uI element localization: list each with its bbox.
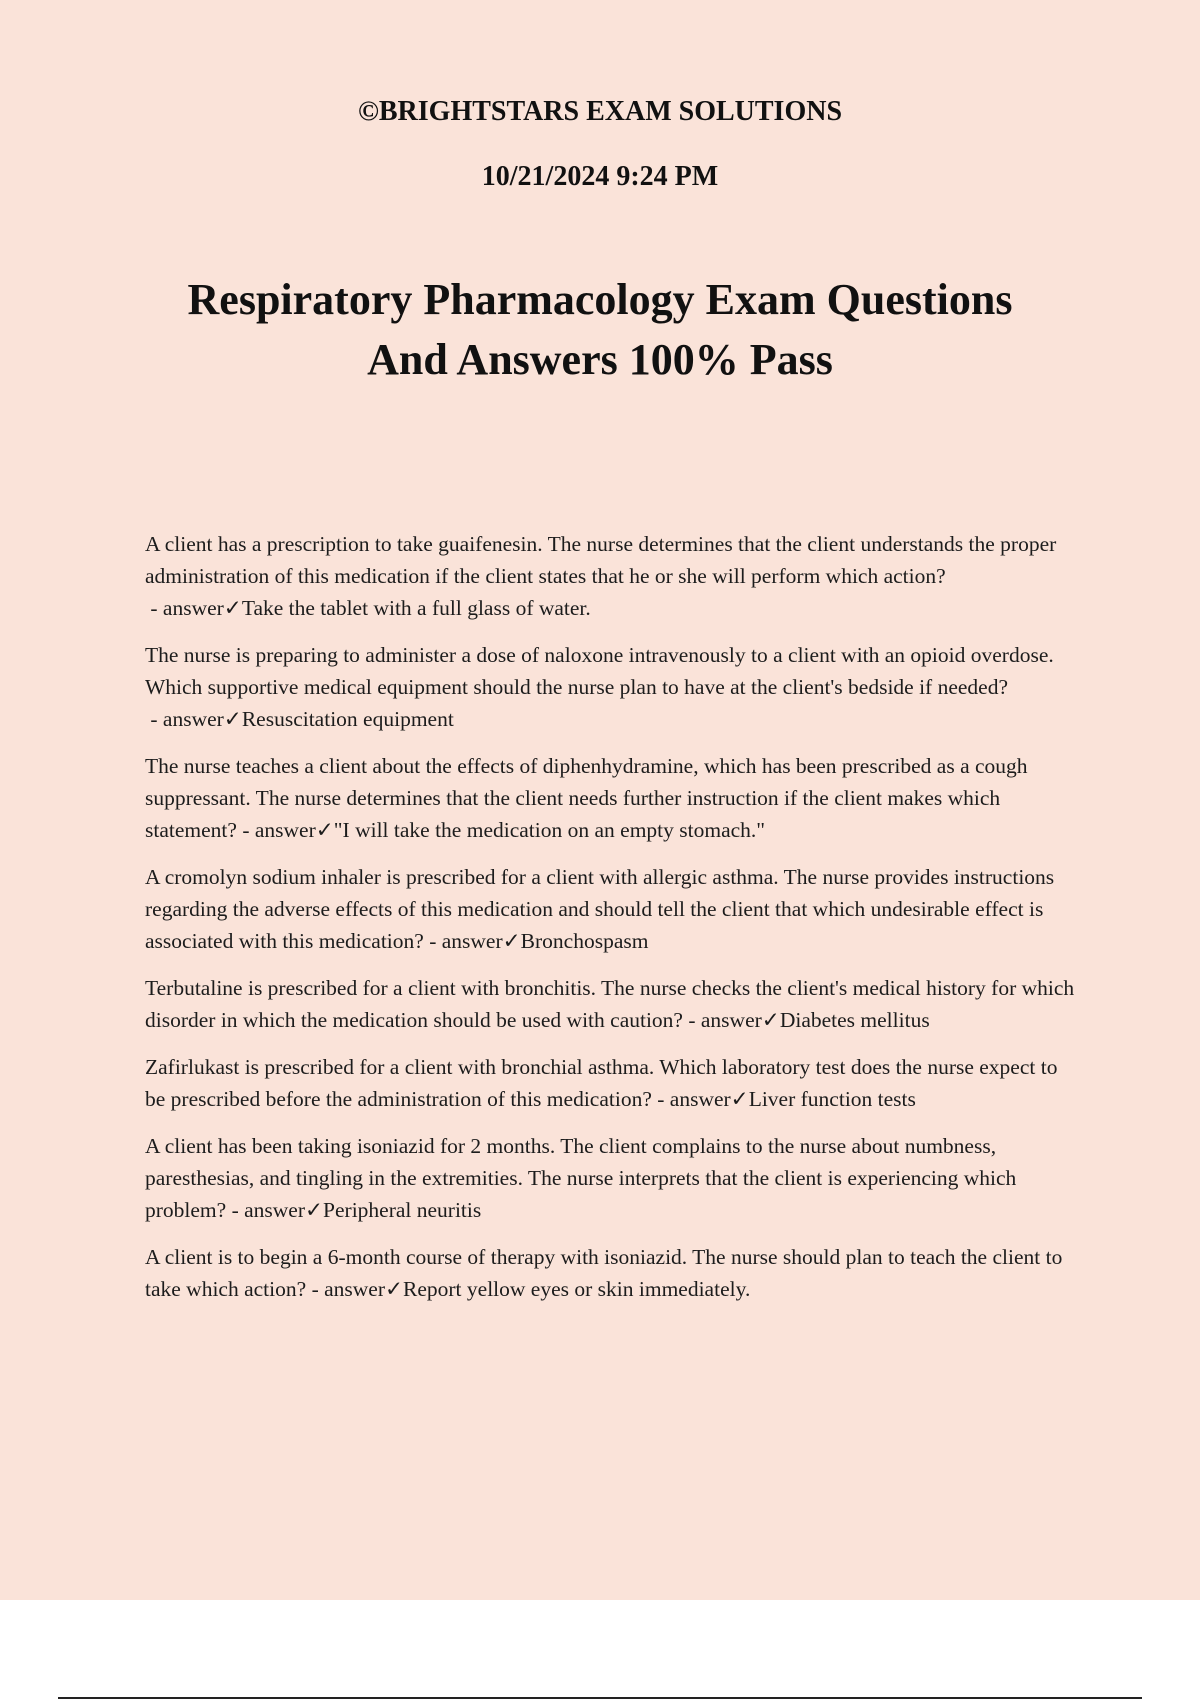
- brand-header: ©BRIGHTSTARS EXAM SOLUTIONS: [357, 96, 843, 127]
- qa-item: [145, 639, 1080, 735]
- answer-marker: - answer✓: [651, 1087, 749, 1111]
- answer-marker: - answer✓: [682, 1008, 780, 1032]
- qa-item: [145, 1241, 1080, 1305]
- question-text: Terbutaline is prescribed for a client with bronchitis. The nurse checks the client's medical history for which disorder in which the medication should be used with caution?: [145, 976, 1075, 1032]
- question-text: A client has been taking isoniazid for 2 months. The client complains to the nurse about numbness, paresthesias, and tingling in the extremities. The nurse interprets that the client is experiencing which problem?: [145, 1134, 1017, 1222]
- answer-text: Bronchospasm: [520, 929, 649, 953]
- answer-marker: - answer✓: [236, 818, 334, 842]
- title-line-2: And Answers 100% Pass: [367, 335, 833, 384]
- qa-list: [145, 528, 1080, 1320]
- answer-marker: - answer✓: [145, 707, 242, 731]
- question-text: The nurse teaches a client about the effects of diphenhydramine, which has been prescribed as a cough suppressant. The nurse determines that the client needs further instruction if the client makes which statement?: [145, 754, 1028, 842]
- document-title: [100, 270, 1100, 390]
- question-text: The nurse is preparing to administer a dose of naloxone intravenously to a client with an opioid overdose. Which supportive medical equipment should the nurse plan to have at the client's bedside if needed?: [145, 643, 1054, 699]
- qa-item: [145, 1130, 1080, 1226]
- qa-item: [145, 972, 1080, 1036]
- timestamp: 10/21/2024 9:24 PM: [481, 161, 719, 192]
- answer-text: Take the tablet with a full glass of water.: [241, 596, 591, 620]
- question-text: A client is to begin a 6-month course of therapy with isoniazid. The nurse should plan to teach the client to take which action?: [145, 1245, 1063, 1301]
- answer-text: Liver function tests: [748, 1087, 916, 1111]
- answer-text: Resuscitation equipment: [241, 707, 454, 731]
- page-divider: [58, 1697, 1142, 1699]
- question-text: Zafirlukast is prescribed for a client with bronchial asthma. Which laboratory test does the nurse expect to be prescribed before the administration of this medication?: [145, 1055, 1058, 1111]
- qa-item: [145, 861, 1080, 957]
- title-line-1: Respiratory Pharmacology Exam Questions: [187, 275, 1013, 324]
- qa-item: [145, 750, 1080, 846]
- answer-marker: - answer✓: [306, 1277, 404, 1301]
- answer-text: "I will take the medication on an empty stomach.": [333, 818, 766, 842]
- question-text: A client has a prescription to take guaifenesin. The nurse determines that the client understands the proper administration of this medication if the client states that he or she will perform which action?: [145, 532, 1057, 588]
- answer-marker: - answer✓: [145, 596, 242, 620]
- answer-text: Diabetes mellitus: [779, 1008, 930, 1032]
- answer-marker: - answer✓: [226, 1198, 324, 1222]
- qa-item: [145, 528, 1080, 624]
- answer-marker: - answer✓: [423, 929, 521, 953]
- answer-text: Report yellow eyes or skin immediately.: [403, 1277, 751, 1301]
- question-text: A cromolyn sodium inhaler is prescribed for a client with allergic asthma. The nurse provides instructions regarding the adverse effects of this medication and should tell the client that which undesirable effect is associated with this medication?: [145, 865, 1055, 953]
- qa-item: [145, 1051, 1080, 1115]
- answer-text: Peripheral neuritis: [323, 1198, 482, 1222]
